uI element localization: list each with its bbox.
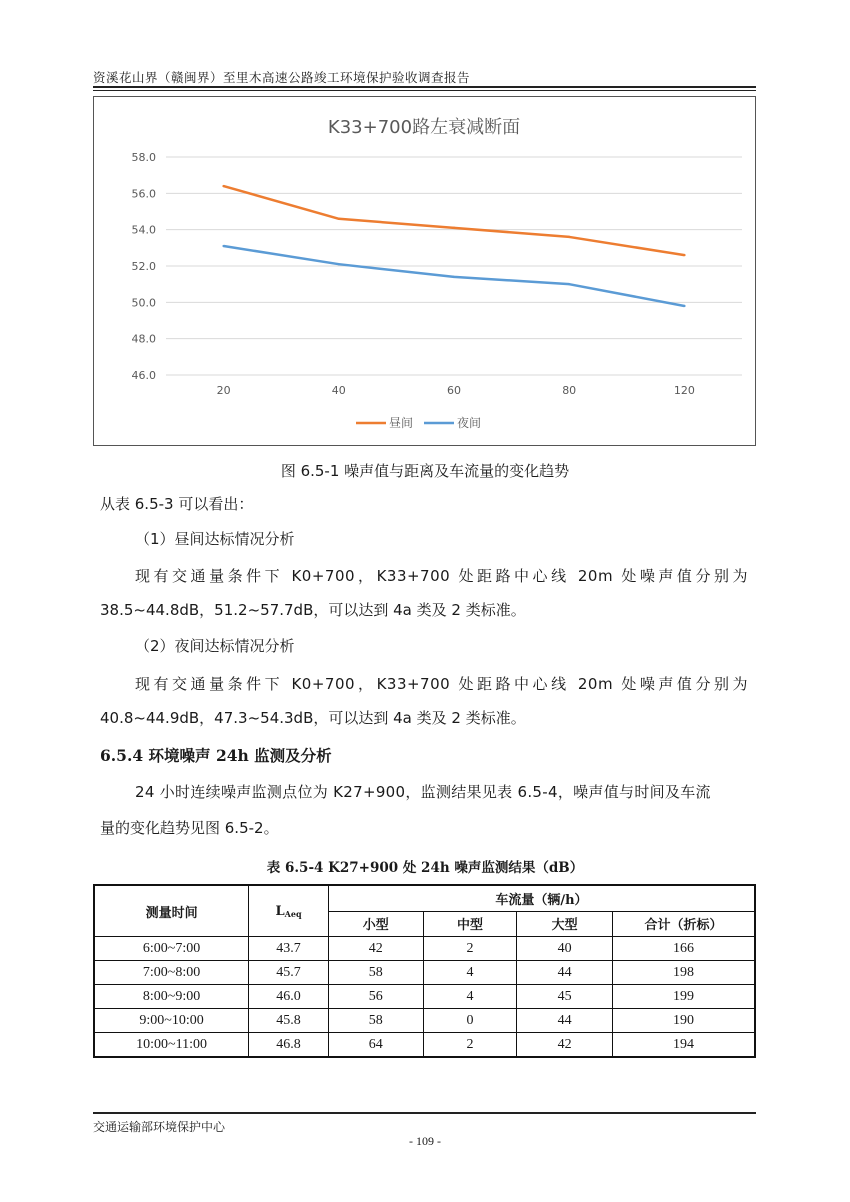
table-row bbox=[94, 937, 755, 961]
cell-total: 190 bbox=[612, 1009, 755, 1033]
cell-total: 198 bbox=[612, 961, 755, 985]
series-line-day bbox=[224, 186, 685, 255]
footer-divider bbox=[93, 1112, 756, 1114]
cell-laeq: 46.0 bbox=[249, 985, 329, 1009]
header-divider bbox=[93, 86, 756, 88]
cell-time: 10:00~11:00 bbox=[94, 1033, 249, 1058]
cell-total: 199 bbox=[612, 985, 755, 1009]
night-analysis-heading: （2）夜间达标情况分析 bbox=[135, 637, 295, 655]
y-tick-label: 50.0 bbox=[131, 296, 156, 310]
monitor-line-1: 24 小时连续噪声监测点位为 K27+900，监测结果见表 6.5-4，噪声值与时间及车流 bbox=[135, 783, 711, 801]
cell-time: 6:00~7:00 bbox=[94, 937, 249, 961]
x-tick-label: 60 bbox=[447, 384, 461, 397]
header-small: 小型 bbox=[328, 911, 423, 937]
header-laeq-main: L bbox=[275, 903, 285, 919]
legend-label: 夜间 bbox=[457, 416, 482, 430]
cell-small: 56 bbox=[328, 985, 423, 1009]
header-total: 合计（折标） bbox=[612, 911, 755, 937]
day-analysis-heading: （1）昼间达标情况分析 bbox=[135, 530, 295, 548]
header-medium: 中型 bbox=[423, 911, 517, 937]
chart-title: K33+700路左衰减断面 bbox=[327, 117, 521, 138]
data-point bbox=[338, 263, 340, 265]
header-laeq bbox=[249, 885, 329, 937]
document-header-title: 资溪花山界（赣闽界）至里木高速公路竣工环境保护验收调查报告 bbox=[93, 70, 471, 85]
cell-medium: 0 bbox=[423, 1009, 517, 1033]
cell-small: 58 bbox=[328, 1009, 423, 1033]
data-point bbox=[568, 236, 570, 238]
cell-laeq: 45.8 bbox=[249, 1009, 329, 1033]
monitor-line-2: 量的变化趋势见图 6.5-2。 bbox=[100, 819, 279, 837]
cell-medium: 4 bbox=[423, 985, 517, 1009]
cell-laeq: 43.7 bbox=[249, 937, 329, 961]
cell-total: 194 bbox=[612, 1033, 755, 1058]
cell-large: 44 bbox=[517, 961, 613, 985]
footer-organization: 交通运输部环境保护中心 bbox=[93, 1120, 226, 1134]
cell-large: 44 bbox=[517, 1009, 613, 1033]
cell-medium: 2 bbox=[423, 1033, 517, 1058]
cell-large: 40 bbox=[517, 937, 613, 961]
data-point bbox=[453, 276, 455, 278]
intro-text: 从表 6.5-3 可以看出： bbox=[100, 495, 254, 513]
data-point bbox=[683, 254, 685, 256]
day-analysis-line-2: 38.5~44.8dB，51.2~57.7dB，可以达到 4a 类及 2 类标准。 bbox=[100, 601, 526, 619]
cell-small: 64 bbox=[328, 1033, 423, 1058]
y-tick-label: 52.0 bbox=[131, 260, 156, 273]
cell-time: 9:00~10:00 bbox=[94, 1009, 249, 1033]
y-tick-label: 54.0 bbox=[131, 223, 156, 237]
section-heading: 6.5.4 环境噪声 24h 监测及分析 bbox=[100, 746, 332, 765]
x-tick-label: 80 bbox=[562, 384, 577, 397]
x-tick-label: 40 bbox=[331, 384, 346, 397]
data-point bbox=[338, 218, 340, 220]
table-caption: 表 6.5-4 K27+900 处 24h 噪声监测结果（dB） bbox=[266, 860, 584, 876]
header-divider-thin bbox=[93, 90, 756, 91]
y-tick-label: 56.0 bbox=[131, 187, 156, 201]
cell-time: 7:00~8:00 bbox=[94, 961, 249, 985]
table-row bbox=[94, 985, 755, 1009]
noise-monitoring-table bbox=[93, 884, 756, 1058]
y-tick-label: 58.0 bbox=[131, 151, 156, 164]
table-row bbox=[94, 961, 755, 985]
day-analysis-line-1: 现有交通量条件下 K0+700，K33+700 处距路中心线 20m 处噪声值分别为 bbox=[135, 567, 748, 585]
cell-time: 8:00~9:00 bbox=[94, 985, 249, 1009]
y-tick-label: 48.0 bbox=[131, 332, 156, 346]
chart-container bbox=[93, 96, 756, 446]
line-chart bbox=[94, 97, 755, 445]
data-point bbox=[683, 305, 685, 307]
legend-label: 昼间 bbox=[389, 416, 414, 430]
cell-large: 45 bbox=[517, 985, 613, 1009]
data-point bbox=[222, 185, 224, 187]
cell-laeq: 46.8 bbox=[249, 1033, 329, 1058]
data-point bbox=[568, 283, 570, 285]
header-traffic: 车流量（辆/h） bbox=[328, 885, 755, 911]
table-row bbox=[94, 1033, 755, 1058]
figure-caption: 图 6.5-1 噪声值与距离及车流量的变化趋势 bbox=[280, 462, 570, 480]
night-analysis-line-2: 40.8~44.9dB，47.3~54.3dB，可以达到 4a 类及 2 类标准。 bbox=[100, 709, 526, 727]
table-row bbox=[94, 1009, 755, 1033]
header-laeq-sub: Aeq bbox=[284, 908, 302, 919]
page-number: - 109 - bbox=[409, 1134, 441, 1148]
y-tick-label: 46.0 bbox=[131, 369, 156, 382]
cell-laeq: 45.7 bbox=[249, 961, 329, 985]
x-tick-label: 20 bbox=[216, 384, 231, 397]
night-analysis-line-1: 现有交通量条件下 K0+700，K33+700 处距路中心线 20m 处噪声值分别为 bbox=[135, 675, 748, 693]
cell-medium: 4 bbox=[423, 961, 517, 985]
header-large: 大型 bbox=[517, 911, 613, 937]
header-time: 测量时间 bbox=[94, 885, 249, 937]
cell-total: 166 bbox=[612, 937, 755, 961]
data-point bbox=[453, 227, 455, 229]
cell-medium: 2 bbox=[423, 937, 517, 961]
x-tick-label: 120 bbox=[673, 384, 695, 397]
cell-small: 58 bbox=[328, 961, 423, 985]
cell-large: 42 bbox=[517, 1033, 613, 1058]
data-point bbox=[222, 245, 224, 247]
cell-small: 42 bbox=[328, 937, 423, 961]
